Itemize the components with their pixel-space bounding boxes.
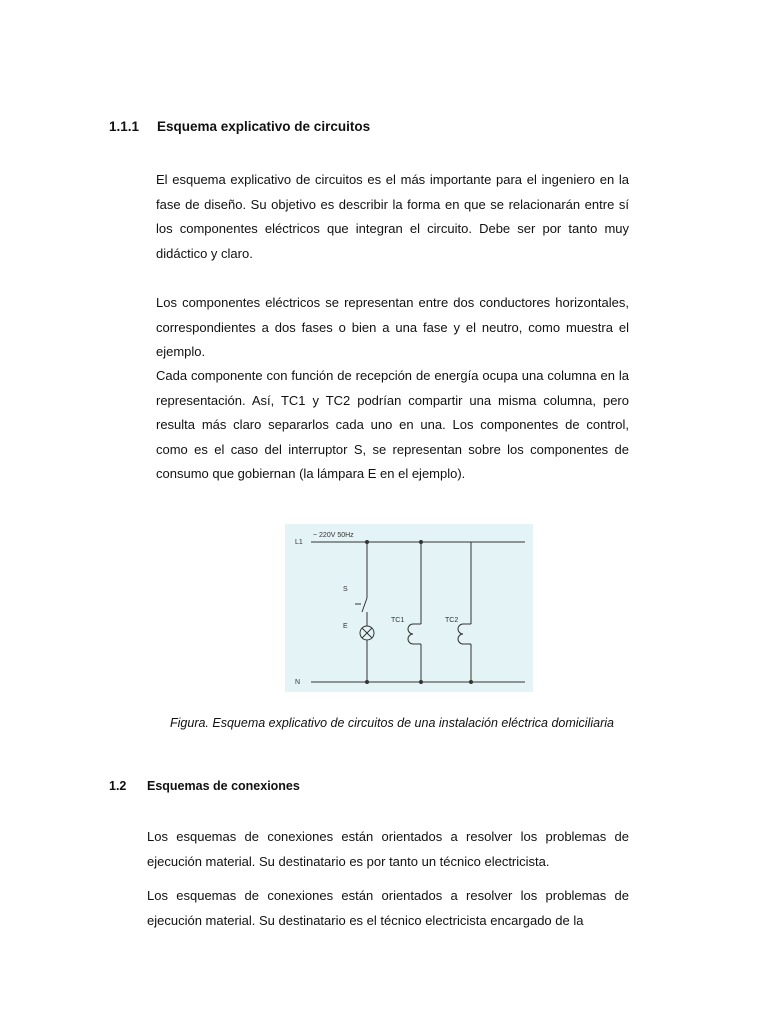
node-dot [419, 540, 423, 544]
tc1-contact [408, 624, 413, 644]
section-2-title: Esquemas de conexiones [147, 779, 300, 793]
node-dot [419, 680, 423, 684]
circuit-diagram-figure [285, 524, 533, 692]
label-tc1: TC1 [391, 617, 405, 624]
section-2-number: 1.2 [109, 779, 127, 793]
section-title: Esquema explicativo de circuitos [157, 119, 371, 134]
tc2-contact [458, 624, 463, 644]
switch-blade [362, 598, 367, 612]
figure-caption: Figura. Esquema explicativo de circuitos de una instalación eléctrica domiciliaria [170, 716, 614, 730]
label-n: N [295, 679, 301, 686]
label-lamp: E [343, 623, 348, 630]
paragraph-connections-1: Los esquemas de conexiones están orientados a resolver los problemas de ejecución material. Su destinatario es por tanto un técnico electricista. [147, 829, 629, 869]
paragraph-columns: Cada componente con función de recepción de energía ocupa una columna en la representación. Así, TC1 y TC2 podrían compartir una misma columna, pero resulta más claro separarlos cada uno en una. Los componentes de control, como es el caso del interruptor S, se representan sobre los componentes de consumo que gobiernan (la lámpara E en el ejemplo). [156, 368, 629, 481]
label-supply: ~ 220V 50Hz [313, 532, 354, 539]
section-heading [109, 119, 370, 134]
section-number: 1.1.1 [109, 119, 140, 134]
paragraph-conductors: Los componentes eléctricos se representan entre dos conductores horizontales, correspondientes a dos fases o bien a una fase y el neutro, como muestra el ejemplo. [156, 295, 629, 359]
label-switch: S [343, 586, 348, 593]
node-dot [469, 680, 473, 684]
section-2-heading [109, 779, 300, 793]
label-l1: L1 [295, 539, 303, 546]
label-tc2: TC2 [445, 617, 459, 624]
paragraph-intro: El esquema explicativo de circuitos es el más importante para el ingeniero en la fase de diseño. Su objetivo es describir la forma en que se relacionarán entre sí los componentes eléctricos que integran el circuito. Debe ser por tanto muy didáctico y claro. [156, 172, 629, 261]
node-dot [365, 680, 369, 684]
circuit-diagram [285, 524, 533, 692]
paragraph-connections-2: Los esquemas de conexiones están orientados a resolver los problemas de ejecución material. Su destinatario es el técnico electricista encargado de la [147, 888, 629, 928]
node-dot [365, 540, 369, 544]
